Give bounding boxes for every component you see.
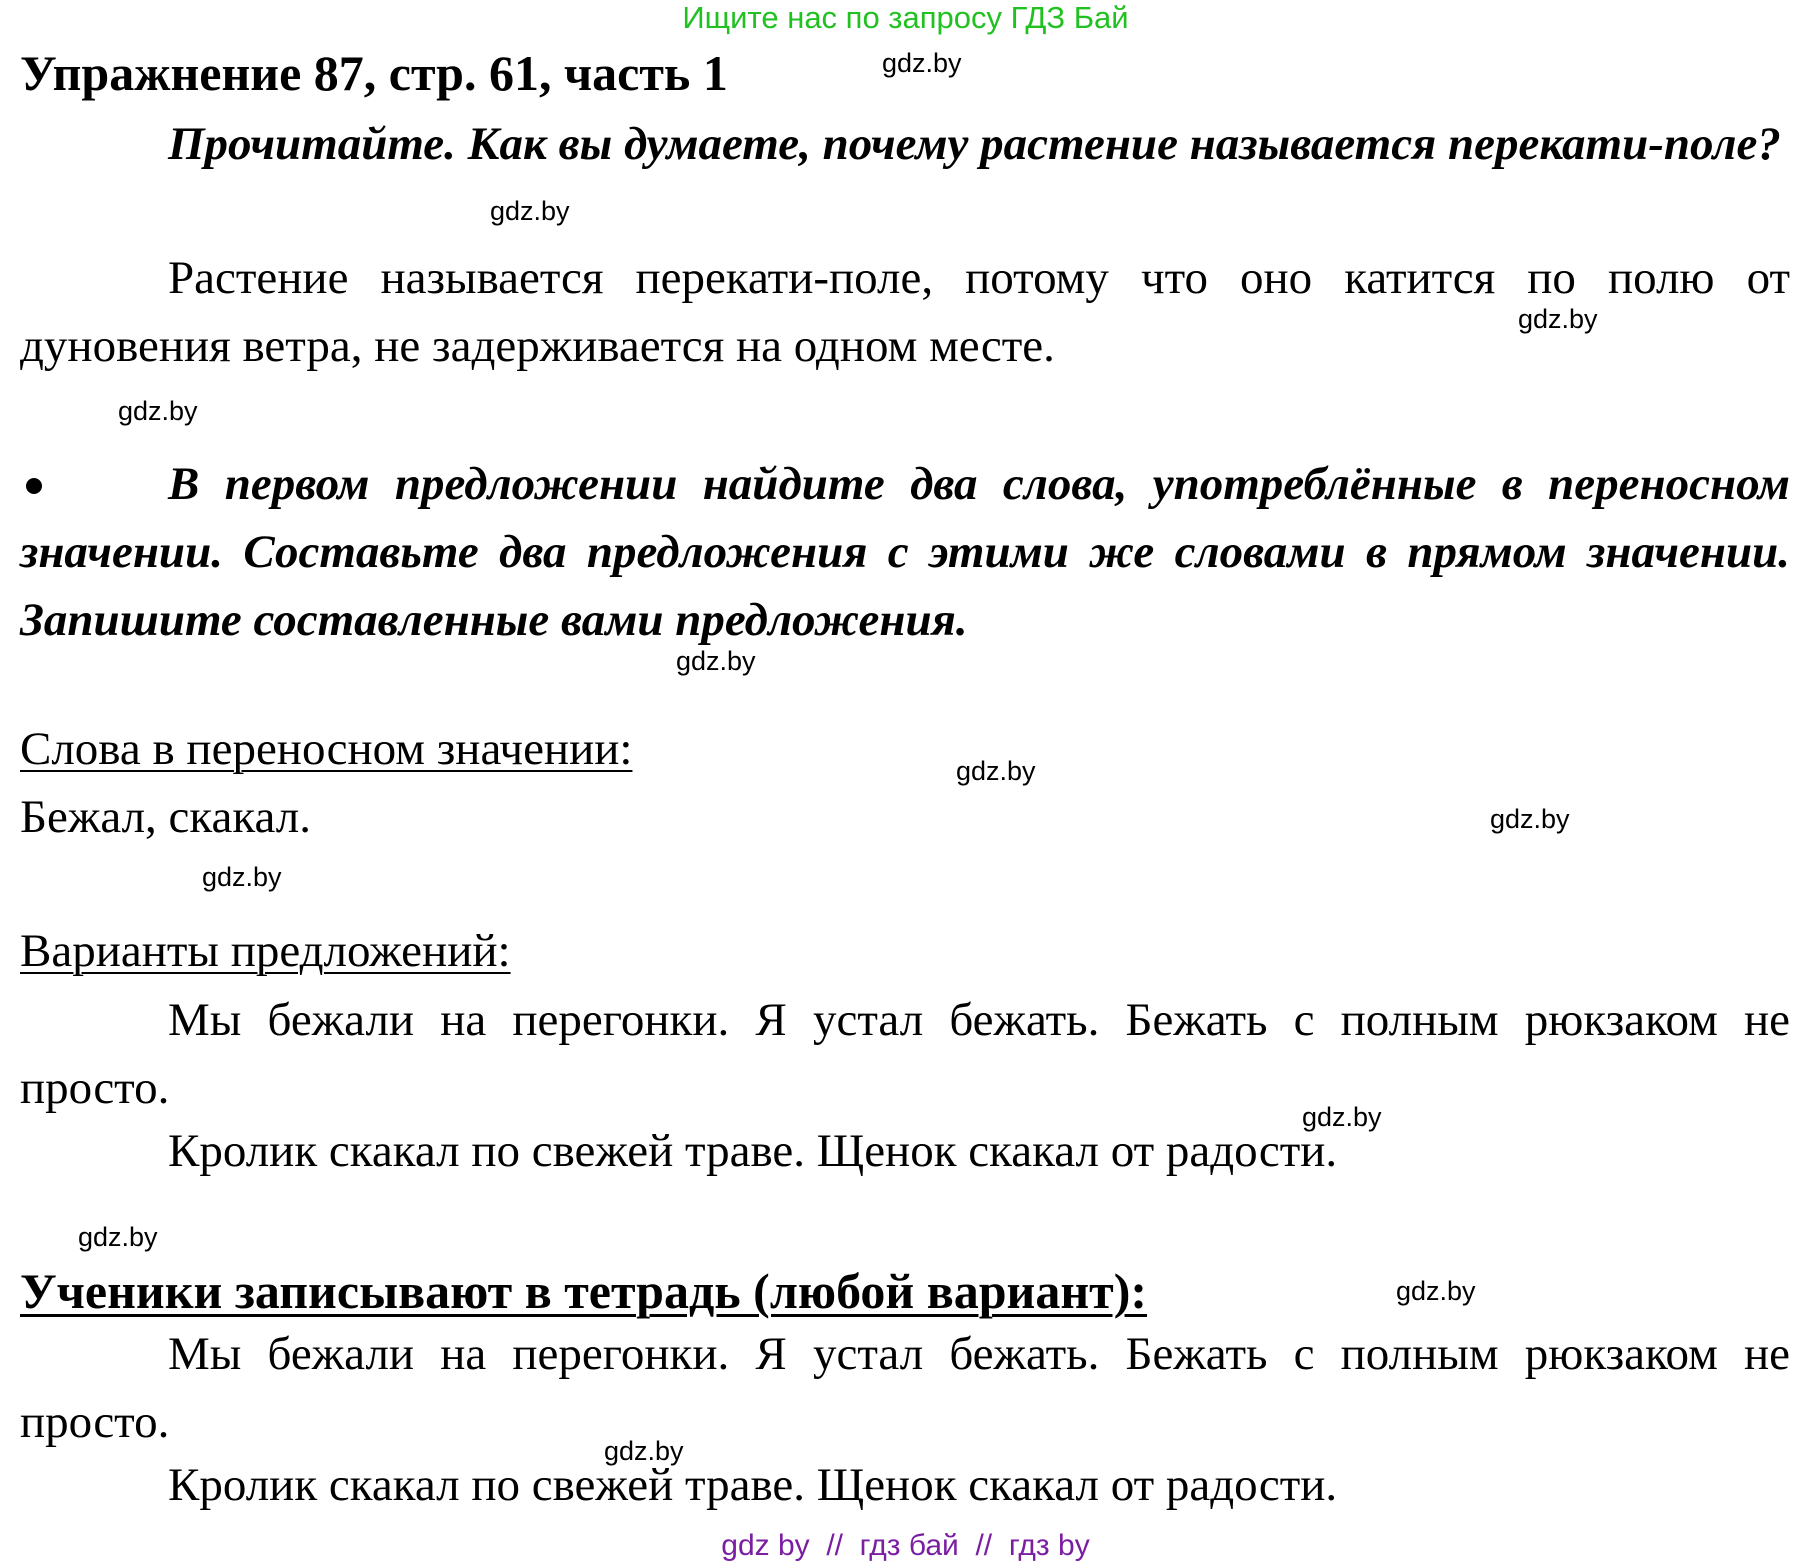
top-banner: Ищите нас по запросу ГДЗ Бай (682, 0, 1129, 35)
watermark: gdz.by (1518, 304, 1598, 334)
variant-1: Мы бежали на перегонки. Я устал бежать. Бежать с полным рюкзаком не просто. (20, 994, 1790, 1114)
watermark: gdz.by (202, 862, 282, 892)
watermark: gdz.by (118, 396, 198, 426)
notebook-sentence-2: Кролик скакал по свежей траве. Щенок скакал от радости. (168, 1459, 1338, 1511)
variant-2: Кролик скакал по свежей траве. Щенок скакал от радости. (168, 1125, 1338, 1177)
watermark: gdz.by (956, 756, 1036, 786)
watermark: gdz.by (1302, 1102, 1382, 1132)
watermark: gdz.by (676, 646, 756, 676)
watermark: gdz.by (1396, 1276, 1476, 1306)
notebook-sentence-1: Мы бежали на перегонки. Я устал бежать. Бежать с полным рюкзаком не просто. (20, 1328, 1790, 1448)
watermark: gdz.by (1490, 804, 1570, 834)
watermark: gdz.by (882, 48, 962, 78)
question-1: Прочитайте. Как вы думаете, почему растение называется перекати-поле? (168, 118, 1781, 170)
footer: gdz by // гдз бай // гдз by (721, 1529, 1090, 1562)
figurative-label: Слова в переносном значении: (20, 723, 633, 775)
watermark: gdz.by (78, 1222, 158, 1252)
variants-label: Варианты предложений: (20, 925, 511, 977)
figurative-words: Бежал, скакал. (20, 791, 311, 843)
notebook-heading: Ученики записывают в тетрадь (любой вариант): (20, 1263, 1148, 1319)
watermark: gdz.by (490, 196, 570, 226)
answer-1: Растение называется перекати-поле, потому что оно катится по полю от дуновения ветра, не задерживается на одном месте. (20, 252, 1790, 372)
watermark: gdz.by (604, 1436, 684, 1466)
question-2: В первом предложении найдите два слова, употреблённые в переносном значении. Составьте два предложения с этими же словами в прямом значении. Запишите составленные вами предложения. (20, 458, 1790, 646)
exercise-title: Упражнение 87, стр. 61, часть 1 (20, 45, 728, 101)
